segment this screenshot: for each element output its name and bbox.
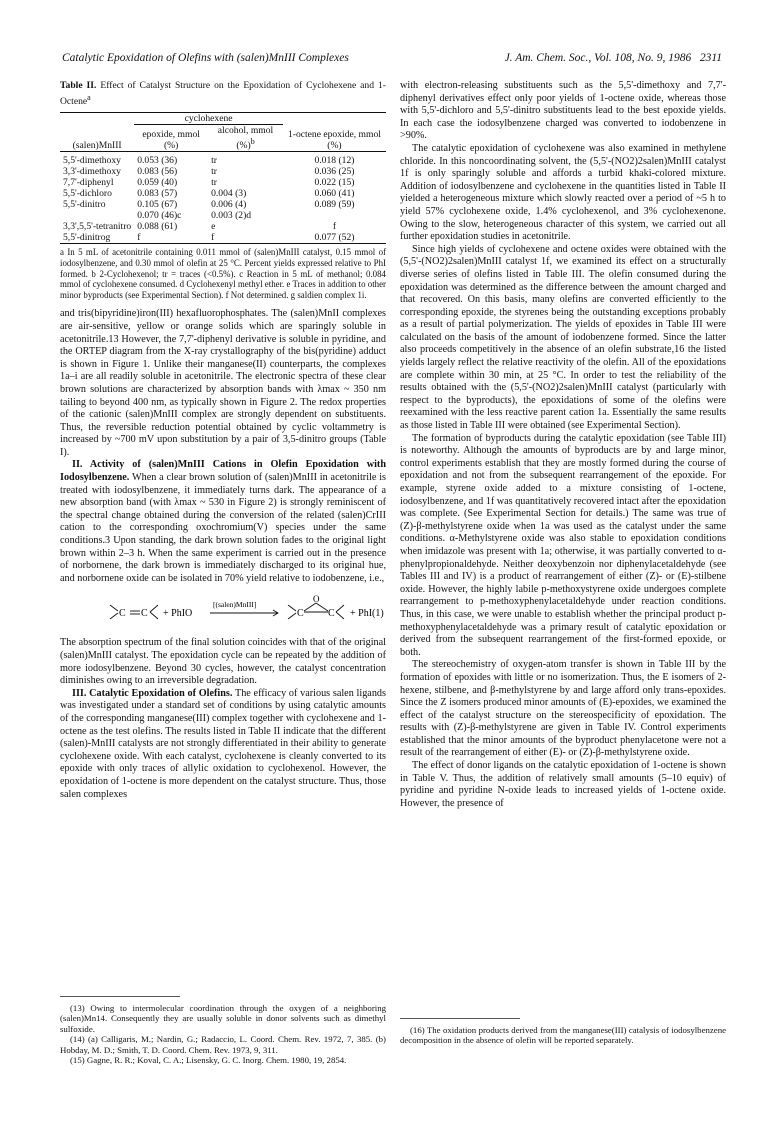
table-row	[60, 210, 386, 221]
cell-epoxide: 0.105 (67)	[137, 199, 178, 211]
cell-catalyst: 5,5'-dinitro	[63, 199, 106, 211]
section-paragraph	[60, 688, 386, 801]
table-row	[60, 221, 386, 232]
section-paragraph	[60, 459, 386, 585]
page-number: 2311	[699, 52, 722, 64]
col-header-catalyst: (salen)MnIII	[72, 140, 122, 152]
cell-epoxide: 0.083 (57)	[137, 188, 178, 200]
cell-alcohol: tr	[211, 177, 217, 189]
col-header-alcohol	[208, 125, 283, 152]
footnote: (16) The oxidation products derived from the manganese(III) catalysis of iodosylbenzene decomposition in the absence of olefin will be reported separately.	[400, 1025, 726, 1046]
svg-text:C: C	[141, 608, 148, 620]
cell-alcohol: tr	[211, 166, 217, 178]
paragraph: The stereochemistry of oxygen-atom transfer is shown in Table III by the formation of epoxides with little or no isomerization. Thus, the E isomers of 2-hexene, stilbene, and β-methylstyrene by and large afford only trans-epoxides. Since the Z isomers produced minor amounts of (E)-epoxides, we examined the effect of the catalyst structure on the stereospecificity of epoxidation. The results with (Z)-β-methylstyrene are given in Table IV. Control experiments established that the minor amounts of the byproduct phenylacetone were not a result of the rearrangement of either (E)- or (Z)-β-methylstyrene oxide.	[400, 659, 726, 759]
cell-alcohol: 0.004 (3)	[211, 188, 247, 200]
cell-alcohol: 0.006 (4)	[211, 199, 247, 211]
cell-catalyst: 5,5'-dichloro	[63, 188, 112, 200]
cell-epoxide: f	[137, 232, 141, 244]
paragraph: Since high yields of cyclohexene and octene oxides were obtained with the (5,5'-(NO2)2salen)MnIII catalyst 1f, we examined its effect on a structurally diverse series of olefins listed in Table III. The olefin consumed during the epoxidation was determined as the difference between the amount charged and that recovered. On this basis, many olefins are converted efficiently to the corresponding epoxide, the styrenes being the outstanding exceptions probably as a result of partial polymerization. The yields of epoxides in Table III were calculated on the basis of the amount of iodobenzene formed. Since the latter also proceeds competitively in the absence of an olefin substrate,16 the listed yields largely reflect the relative reactivity of the olefin. All of the epoxidations are complete within 30 min, at 25 °C. In order to test the reliability of the results obtained with the (5,5'-(NO2)2salen)MnIII catalyst (particularly with respect to the byproducts), the epoxidations of some of the olefins were reexamined with the less reactive parent cation 1a. Essentially the same results as those listed in Table III were obtained (see Experimental Section).	[400, 243, 726, 432]
alcohol-footnote-mark: b	[250, 137, 255, 147]
table-label: Table II.	[60, 80, 97, 91]
eq-oxygen: O	[313, 594, 320, 605]
paragraph: The formation of byproducts during the catalytic epoxidation (see Table III) is noteworthy. Although the amounts of byproducts are by and large minor, control experiments establish that they are mostly formed during the course of epoxidation and not from the subsequent rearrangement of the epoxide. For example, styrene oxide added to a mixture consisting of 1-octene, iodosylbenzene, and 1f was quantitatively recovered intact after the epoxidation was complete. (See Experimental Section for details.) The same was true of (Z)-β-methylstyrene oxide when 1a was used as the catalyst under the same conditions. α-Methylstyrene oxide was also stable to epoxidation conditions when imidazole was present with 1a; otherwise, it was partially converted to α-phenylpropionaldehyde. Neither deoxybenzoin nor diphenylacetaldehyde (see Tables III and IV) is a product of rearrangement of either (Z)- or (E)-stilbene oxide. However, the highly labile p-methoxystyrene oxide undergoes complete rearrangement to p-methoxyphenylacetaldehyde under reaction conditions. Thus, in this case, we were unable to establish whether the principal product p-methoxyphenylacetaldehyde was a primary result of catalytic epoxidation or derived from the subsequent rearrangement of the first-formed epoxide, or both.	[400, 432, 726, 658]
cell-alcohol: e	[211, 221, 216, 233]
cell-octene: 0.036 (25)	[314, 166, 355, 178]
equation-graphic	[60, 591, 386, 629]
footnote: (15) Gagne, R. R.; Koval, C. A.; Lisensky, G. C. Inorg. Chem. 1980, 19, 2854.	[70, 1055, 347, 1066]
alcohol-header-text: alcohol, mmol (%)	[217, 125, 274, 152]
paragraph: The absorption spectrum of the final solution coincides with that of the original (salen)MnIII catalyst. The epoxidation cycle can be repeated by the addition of more iodosylbenzene. Beyond 30 cycles, however, the catalyst concentration diminishes owing to an irreversible degradation.	[60, 637, 386, 687]
cell-octene: 0.018 (12)	[283, 152, 386, 167]
cell-alcohol: tr	[208, 152, 283, 167]
cell-epoxide: 0.053 (36)	[134, 152, 208, 167]
eq-number: (1)	[372, 608, 384, 620]
right-column	[400, 80, 726, 810]
cell-alcohol: 0.003 (2)d	[211, 210, 252, 222]
paragraph: The catalytic epoxidation of cyclohexene was also examined in methylene chloride. In this noncoordinating solvent, the (5,5'-(NO2)2salen)MnIII catalyst 1f is only sparingly soluble and affords a turbid khaki-colored mixture. Addition of iodosylbenzene and cyclohexene in the quantities listed in Table II yielded a heterogeneous mixture which slowly reacted over a period of ~5 h to yield 57% cyclohexene oxide, 1.4% cyclohexenol, and 3% cyclohexenone. Owing to the slow, heterogeneous character of this system, we carried out all further epoxidation studies in acetonitrile.	[400, 142, 726, 243]
journal-name: J. Am. Chem. Soc., Vol. 108, No. 9, 1986	[504, 52, 692, 64]
group-header: cyclohexene	[134, 113, 283, 125]
table-row	[60, 152, 386, 167]
cell-octene: 0.022 (15)	[314, 177, 355, 189]
right-footnotes	[400, 1018, 726, 1046]
col-header-epoxide: epoxide, mmol (%)	[142, 129, 200, 152]
eq-reagent: + PhIO	[163, 608, 193, 620]
running-header	[62, 52, 722, 70]
section-heading: III. Catalytic Epoxidation of Olefins.	[72, 687, 233, 699]
table-row	[60, 188, 386, 199]
cell-epoxide: 0.088 (61)	[137, 221, 178, 233]
footnote-rule	[60, 996, 180, 997]
table-title: Effect of Catalyst Structure on the Epoxidation of Cyclohexene and 1-Octene	[60, 80, 386, 107]
equation	[60, 591, 386, 629]
cell-octene: f	[332, 221, 337, 233]
caption-footnote-mark: a	[87, 92, 91, 102]
cell-catalyst: 7,7'-diphenyl	[63, 177, 114, 189]
eq-catalyst: [(salen)MnIII]	[213, 600, 257, 610]
svg-text:C: C	[297, 608, 304, 620]
section-text: When a clear brown solution of (salen)MnIII in acetonitrile is treated with iodosylbenzene, it immediately turns dark. The appearance of a new absorption band (with λmax ~ 530 in Figure 2) is strongly reminiscent of the spectral change obtained during the conversion of the related (salen)CrIII cation to the corresponding oxochromium(V) species under the same conditions.3 Upon standing, the dark brown solution fades to the original light brown within 2–3 h. When the same experiment is carried out in the presence of norbornene, the dark brown is immediately discharged to its original hue, and norbornene oxide can be isolated in 70% yield relative to iodobenzene, i.e.,	[60, 472, 386, 584]
table-row	[60, 199, 386, 210]
running-title: Catalytic Epoxidation of Olefins with (salen)MnIII Complexes	[62, 52, 349, 64]
cell-octene: 0.089 (59)	[314, 199, 355, 211]
cell-catalyst: 5,5'-dimethoxy	[60, 152, 134, 167]
cell-epoxide: 0.070 (46)c	[137, 210, 182, 222]
table-row	[60, 232, 386, 244]
section-heading: II. Activity of (salen)MnIII Cations in Olefin Epoxidation with Iodosylbenzene.	[60, 459, 386, 484]
results-table	[60, 112, 386, 244]
paragraph: The effect of donor ligands on the catalytic epoxidation of 1-octene is shown in Table V. Thus, the addition of relatively small amounts (5–10 equiv) of pyridine and pyridine N-oxide leads to increased yields of 1-octene oxide. However, the presence of	[400, 760, 726, 809]
left-column	[60, 80, 386, 801]
svg-text:C: C	[119, 608, 126, 620]
cell-octene: 0.077 (52)	[314, 232, 355, 244]
eq-product: + PhI	[350, 608, 373, 620]
cell-octene: 0.060 (41)	[314, 188, 355, 200]
cell-epoxide: 0.083 (56)	[137, 166, 178, 178]
table-row	[60, 177, 386, 188]
section-text: The efficacy of various salen ligands was investigated under a standard set of conditions by using catalytic amounts of the corresponding manganese(III) complex together with cyclohexene and 1-octene as the test olefins. The results listed in Table II indicate that the different (salen)-MnIII catalysts are not strongly differentiated in their ability to generate cyclohexene oxide. With each catalyst, cyclohexene is cleanly converted to its epoxide with only traces of allylic oxidation to cyclohexenol. However, the epoxidation of 1-octene is more dependent on the catalyst structure. Thus, those salen complexes	[60, 687, 386, 800]
table-caption	[60, 80, 386, 107]
svg-text:C: C	[328, 608, 335, 620]
footnote: (13) Owing to intermolecular coordination through the oxygen of a neighboring (salen)Mn14. Consequently they are usually soluble in donor solvents such as dimethyl sulfoxide.	[60, 1003, 386, 1034]
cell-catalyst	[60, 210, 134, 221]
journal-citation	[505, 52, 722, 64]
cell-catalyst: 3,3',5,5'-tetranitro	[63, 221, 132, 233]
paragraph: with electron-releasing substituents such as the 5,5'-dimethoxy and 7,7'-diphenyl derivatives effect only poor yields of 1-octene oxide, whereas those with 5,5'-dichloro and 5,5'-dinitro substituents lead to the best epoxide yields. In each case the iodosylbenzene charged was converted to iodobenzene in >90%.	[400, 80, 726, 142]
cell-catalyst: 3,3'-dimethoxy	[63, 166, 121, 178]
footnote-rule	[400, 1018, 520, 1019]
cell-alcohol: f	[211, 232, 215, 244]
cell-catalyst: 5,5'-dinitrog	[63, 232, 111, 244]
table-row	[60, 166, 386, 177]
paragraph: and tris(bipyridine)iron(III) hexafluorophosphates. The (salen)MnII complexes are air-sensitive, yellow or orange solids which are sparingly soluble in acetonitrile.13 However, the 7,7'-diphenyl derivative is soluble in pyridine, and the ORTEP diagram from the X-ray crystallography of the bis(pyridine) adduct is shown in Figure 1. Unlike their manganese(II) counterparts, the complexes 1a–i are all readily soluble in acetonitrile. The electronic spectra of these clear brown solutions are characterized by absorption bands with λmax ~ 350 nm tailing to beyond 400 nm, as typically shown in Figure 2. The redox properties of the cationic (salen)MnIII complex are strongly dependent on substituents. Thus, the reversible reduction potential obtained by cyclic voltammetry is increased by ~700 mV upon substitution by a pair of 3,5-dinitro groups (Table I).	[60, 308, 386, 458]
col-header-octene: 1-octene epoxide, mmol (%)	[287, 129, 381, 152]
table-footnotes: a In 5 mL of acetonitrile containing 0.011 mmol of (salen)MnIII catalyst, 0.15 mmol of iodosylbenzene, and 0.30 mmol of olefin at 25 °C. Percent yields expressed relative to PhI formed. b 2-Cyclohexenol; tr = traces (<0.5%). c Reaction in 5 mL of methanol; 0.084 mmol of cyclohexene consumed. d Cyclohexenyl methyl ether. e Traces in addition to other minor byproducts (see Experimental Section). f Not determined. g saldien complex 1i.	[60, 247, 386, 300]
cell-octene	[283, 210, 386, 221]
left-footnotes	[60, 996, 386, 1065]
cell-epoxide: 0.059 (40)	[137, 177, 178, 189]
footnote: (14) (a) Calligaris, M.; Nardin, G.; Radaccio, L. Coord. Chem. Rev. 1972, 7, 385. (b) Hobday, M. D.; Smith, T. D. Coord. Chem. Rev. 1973, 9, 311.	[60, 1034, 386, 1055]
